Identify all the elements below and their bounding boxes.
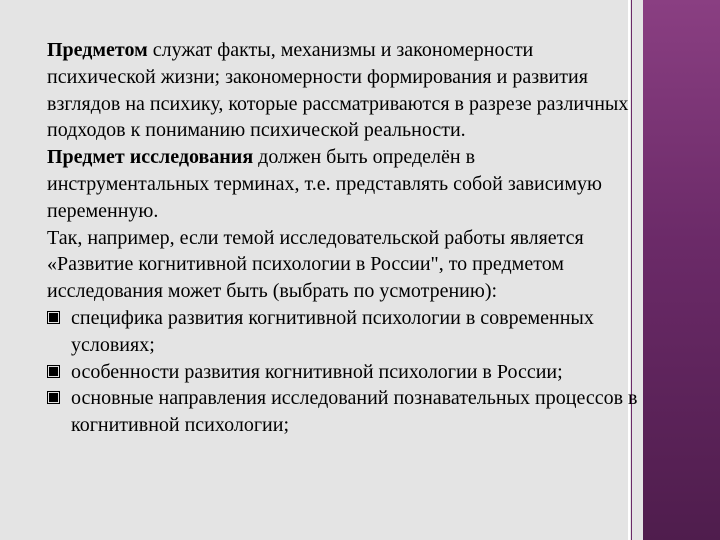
bullet-text: основные направления исследований познавательных процессов в когнитивной психологии; <box>71 387 638 437</box>
list-item <box>47 305 639 359</box>
paragraph-example <box>47 225 639 305</box>
list-item <box>47 359 639 386</box>
paragraph-research-subject <box>47 144 639 224</box>
paragraph-subject <box>47 37 639 144</box>
paragraph-example-text: Так, например, если темой исследовательской работы является «Развитие когнитивной психологии в России", то предметом исследования может быть (выбрать по усмотрению): <box>47 226 584 303</box>
term-subject: Предметом <box>47 39 148 61</box>
bullet-text: специфика развития когнитивной психологии в современных условиях; <box>71 306 594 356</box>
square-bullet-icon <box>49 313 58 322</box>
square-bullet-icon <box>49 393 58 402</box>
slide-body <box>47 37 639 439</box>
term-research-subject: Предмет исследования <box>47 146 254 169</box>
paragraph-research-subject-text: должен быть определён в инструментальных терминах, т.е. представлять собой зависимую переменную. <box>47 146 602 222</box>
bullet-text: особенности развития когнитивной психологии в России; <box>71 360 563 383</box>
decorative-side-bar <box>643 0 720 540</box>
paragraph-subject-text: служат факты, механизмы и закономерности психической жизни; закономерности формирования и развития взглядов на психику, которые рассматриваются в разрезе различных подходов к пониманию психической реальности. <box>47 39 629 142</box>
list-item <box>47 385 639 439</box>
bullet-list <box>47 305 639 439</box>
square-bullet-icon <box>49 367 58 376</box>
